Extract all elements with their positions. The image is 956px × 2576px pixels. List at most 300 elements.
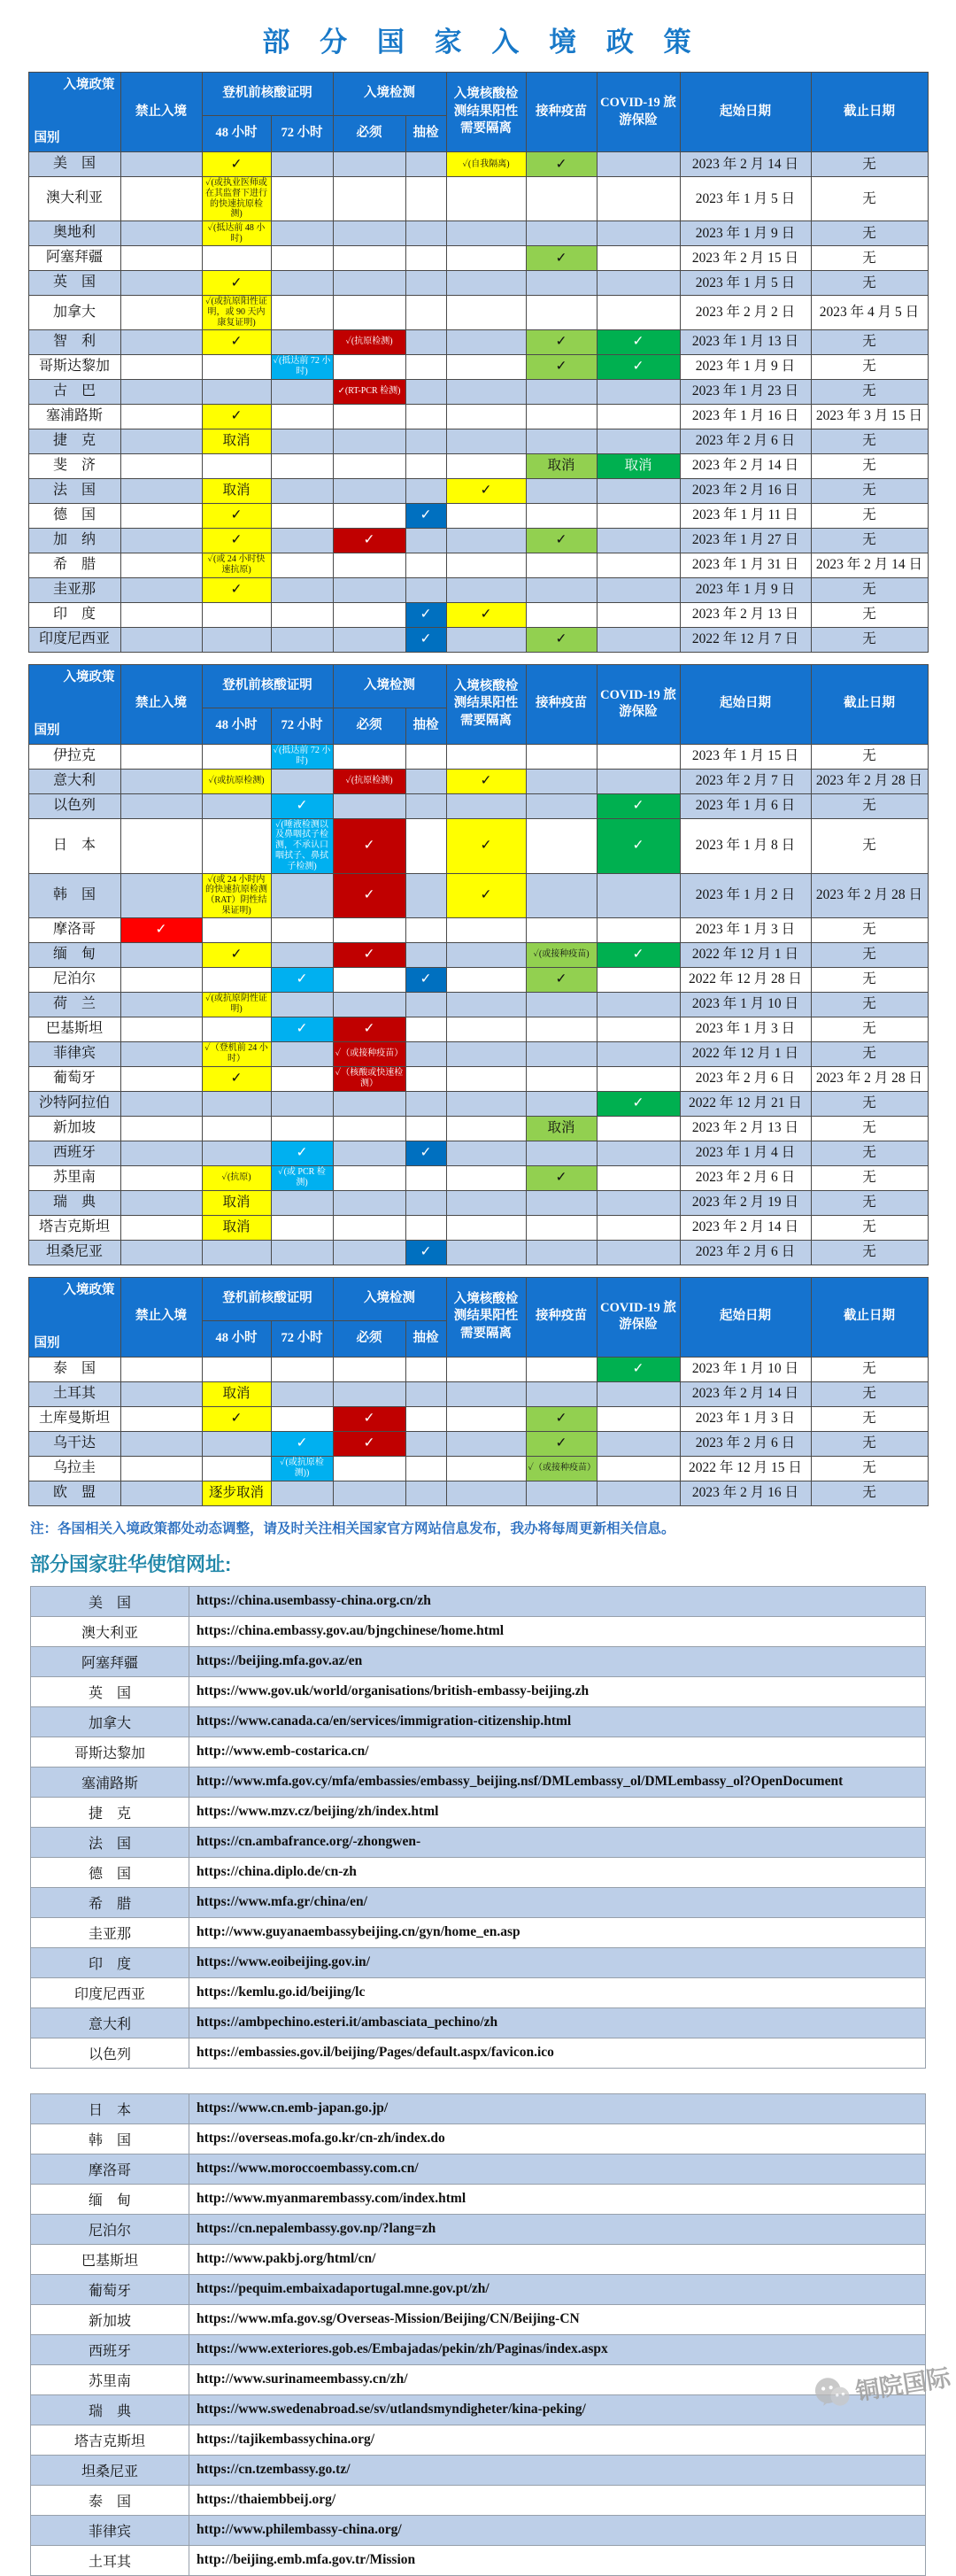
policy-cell-must: ✓ (333, 873, 405, 917)
country-cell: 古 巴 (28, 379, 120, 404)
policy-cell-ban (120, 1456, 202, 1481)
policy-cell-must: ✓ (333, 942, 405, 967)
header-corner-country: 国别 (34, 723, 60, 739)
policy-cell-h72: ✓ (271, 967, 333, 992)
embassy-row (31, 2485, 926, 2515)
country-cell: 希 腊 (28, 553, 120, 577)
policy-cell-h48: ✓ (202, 942, 271, 967)
embassy-url-link[interactable]: https://embassies.gov.il/beijing/Pages/default.aspx/favicon.ico (189, 2038, 926, 2068)
country-cell: 英 国 (28, 271, 120, 296)
policy-cell-h48: ✓(或 24 小时快速抗原) (202, 553, 271, 577)
end-date-cell: 无 (811, 793, 928, 818)
policy-cell-vacc (526, 577, 597, 602)
policy-cell-ins (597, 177, 680, 221)
table-row (28, 1481, 928, 1505)
embassy-url-link[interactable]: https://www.moroccoembassy.com.cn/ (189, 2154, 926, 2184)
end-date-cell: 2023 年 3 月 15 日 (811, 404, 928, 429)
embassy-url-link[interactable]: https://www.eoibeijing.gov.in/ (189, 1947, 926, 1977)
embassy-url-link[interactable]: https://overseas.mofa.go.kr/cn-zh/index.do (189, 2123, 926, 2154)
policy-cell-quar (446, 1091, 526, 1116)
policy-cell-must (333, 627, 405, 652)
policy-cell-ins (597, 1190, 680, 1215)
embassy-country-cell: 苏里南 (31, 2364, 189, 2394)
table-row (28, 271, 928, 296)
policy-cell-samp: ✓ (405, 1240, 446, 1265)
embassy-row (31, 2007, 926, 2038)
policy-cell-ban: ✓ (120, 917, 202, 942)
country-cell: 加 纳 (28, 528, 120, 553)
policy-cell-quar (446, 1190, 526, 1215)
embassy-row (31, 2274, 926, 2304)
table-row (28, 577, 928, 602)
embassy-url-link[interactable]: https://beijing.mfa.gov.az/en (189, 1646, 926, 1676)
policy-cell-quar: ✓ (446, 478, 526, 503)
embassy-country-cell: 意大利 (31, 2007, 189, 2038)
end-date-cell: 无 (811, 1190, 928, 1215)
header-entry-test: 入境检测 (333, 1277, 446, 1320)
end-date-cell: 无 (811, 1240, 928, 1265)
policy-cell-h48: ✓ (202, 1066, 271, 1091)
table-row (28, 379, 928, 404)
table-row (28, 992, 928, 1017)
start-date-cell: 2023 年 2 月 13 日 (680, 1116, 811, 1141)
policy-cell-samp (405, 1215, 446, 1240)
end-date-cell: 2023 年 2 月 28 日 (811, 1066, 928, 1091)
end-date-cell: 无 (811, 379, 928, 404)
policy-cell-quar (446, 553, 526, 577)
policy-cell-must (333, 453, 405, 478)
policy-cell-h72 (271, 1190, 333, 1215)
header-no-entry: 禁止入境 (120, 1277, 202, 1357)
policy-cell-ban (120, 503, 202, 528)
end-date-cell: 无 (811, 1406, 928, 1431)
policy-cell-vacc (526, 478, 597, 503)
embassy-url-link[interactable]: http://www.surinameembassy.cn/zh/ (189, 2364, 926, 2394)
embassy-url-link[interactable]: https://china.usembassy-china.org.cn/zh (189, 1586, 926, 1616)
policy-cell-ins: ✓ (597, 818, 680, 873)
end-date-cell: 无 (811, 453, 928, 478)
policy-cell-ban (120, 379, 202, 404)
embassy-country-cell: 坦桑尼亚 (31, 2455, 189, 2485)
policy-cell-ban (120, 1406, 202, 1431)
start-date-cell: 2023 年 2 月 14 日 (680, 453, 811, 478)
policy-cell-ins (597, 478, 680, 503)
policy-cell-vacc (526, 769, 597, 793)
policy-cell-h72 (271, 1041, 333, 1066)
start-date-cell: 2023 年 1 月 3 日 (680, 1017, 811, 1041)
policy-cell-must: ✓ (333, 1431, 405, 1456)
policy-cell-ins (597, 1165, 680, 1190)
embassy-country-cell: 以色列 (31, 2038, 189, 2068)
embassy-url-link[interactable]: https://cn.nepalembassy.gov.np/?lang=zh (189, 2214, 926, 2244)
policy-cell-must: ✓(抗原检测) (333, 329, 405, 354)
policy-cell-h48 (202, 1357, 271, 1381)
end-date-cell: 无 (811, 354, 928, 379)
policy-cell-samp (405, 1190, 446, 1215)
policy-cell-vacc (526, 271, 597, 296)
policy-cell-quar (446, 379, 526, 404)
policy-cell-must: ✓ (333, 528, 405, 553)
end-date-cell: 2023 年 2 月 28 日 (811, 873, 928, 917)
policy-cell-h72 (271, 528, 333, 553)
policy-cell-quar (446, 577, 526, 602)
embassy-url-link[interactable]: https://www.mfa.gov.sg/Overseas-Mission/Beijing/CN/Beijing-CN (189, 2304, 926, 2334)
header-end-date: 截止日期 (811, 1277, 928, 1357)
table-row (28, 942, 928, 967)
policy-cell-h72 (271, 503, 333, 528)
policy-cell-ban (120, 553, 202, 577)
end-date-cell: 无 (811, 503, 928, 528)
end-date-cell: 无 (811, 942, 928, 967)
end-date-cell: 无 (811, 602, 928, 627)
embassy-url-link[interactable]: https://china.diplo.de/cn-zh (189, 1857, 926, 1887)
header-corner-cell (28, 664, 120, 744)
header-sampling: 抽检 (405, 116, 446, 152)
policy-cell-ins (597, 221, 680, 246)
header-end-date: 截止日期 (811, 664, 928, 744)
policy-cell-vacc (526, 1481, 597, 1505)
policy-cell-vacc (526, 1091, 597, 1116)
policy-cell-vacc: ✓ (526, 528, 597, 553)
policy-cell-ban (120, 1381, 202, 1406)
country-cell: 韩 国 (28, 873, 120, 917)
end-date-cell: 无 (811, 177, 928, 221)
embassy-url-link[interactable]: http://www.emb-costarica.cn/ (189, 1737, 926, 1767)
policy-cell-must (333, 404, 405, 429)
embassy-country-cell: 新加坡 (31, 2304, 189, 2334)
embassy-url-link[interactable]: https://cn.tzembassy.go.tz/ (189, 2455, 926, 2485)
policy-cell-quar (446, 1215, 526, 1240)
header-corner-country: 国别 (34, 1336, 60, 1351)
policy-cell-quar (446, 1141, 526, 1165)
policy-cell-h48 (202, 744, 271, 769)
policy-cell-ins: 取消 (597, 453, 680, 478)
country-cell: 意大利 (28, 769, 120, 793)
end-date-cell: 无 (811, 429, 928, 453)
country-cell: 尼泊尔 (28, 967, 120, 992)
embassy-row (31, 1797, 926, 1827)
embassy-url-link[interactable]: https://www.cn.emb-japan.go.jp/ (189, 2093, 926, 2123)
policy-cell-h48 (202, 1116, 271, 1141)
policy-cell-ins (597, 1240, 680, 1265)
country-cell: 摩洛哥 (28, 917, 120, 942)
policy-cell-h72 (271, 1215, 333, 1240)
policy-cell-must (333, 271, 405, 296)
country-cell: 澳大利亚 (28, 177, 120, 221)
country-cell: 德 国 (28, 503, 120, 528)
policy-cell-h72 (271, 177, 333, 221)
header-vaccine: 接种疫苗 (526, 664, 597, 744)
policy-cell-must (333, 1141, 405, 1165)
country-cell: 阿塞拜疆 (28, 246, 120, 271)
policy-cell-ins: ✓ (597, 1357, 680, 1381)
table-row (28, 793, 928, 818)
header-quarantine: 入境核酸检测结果阳性需要隔离 (446, 1277, 526, 1357)
embassy-url-link[interactable]: https://kemlu.go.id/beijing/lc (189, 1977, 926, 2007)
policy-cell-samp (405, 992, 446, 1017)
start-date-cell: 2023 年 2 月 19 日 (680, 1190, 811, 1215)
policy-cell-ban (120, 1431, 202, 1456)
policy-cell-quar (446, 1481, 526, 1505)
policy-cell-h48 (202, 793, 271, 818)
embassy-row (31, 1947, 926, 1977)
policy-table-2 (28, 664, 929, 1265)
table-row (28, 329, 928, 354)
country-cell: 乌干达 (28, 1431, 120, 1456)
header-start-date: 起始日期 (680, 664, 811, 744)
policy-cell-h72 (271, 478, 333, 503)
policy-cell-ins (597, 379, 680, 404)
policy-cell-ban (120, 1240, 202, 1265)
policy-cell-vacc (526, 602, 597, 627)
start-date-cell: 2023 年 1 月 9 日 (680, 221, 811, 246)
policy-cell-ban (120, 246, 202, 271)
end-date-cell: 无 (811, 1431, 928, 1456)
country-cell: 智 利 (28, 329, 120, 354)
policy-cell-ins (597, 404, 680, 429)
policy-cell-vacc (526, 1190, 597, 1215)
end-date-cell: 2023 年 2 月 28 日 (811, 769, 928, 793)
policy-cell-must: ✓ (333, 1017, 405, 1041)
country-cell: 缅 甸 (28, 942, 120, 967)
header-entry-test: 入境检测 (333, 664, 446, 708)
policy-cell-samp (405, 1381, 446, 1406)
header-corner-country: 国别 (34, 131, 60, 146)
policy-cell-must (333, 503, 405, 528)
policy-cell-must: ✓ (333, 1406, 405, 1431)
policy-cell-must (333, 429, 405, 453)
policy-cell-ban (120, 942, 202, 967)
wechat-icon (808, 2370, 855, 2417)
embassy-url-link[interactable]: http://www.mfa.gov.cy/mfa/embassies/embassy_beijing.nsf/DMLembassy_ol/DMLembassy_ol?OpenDocument (189, 1767, 926, 1797)
policy-cell-ins (597, 503, 680, 528)
policy-cell-ban (120, 818, 202, 873)
policy-cell-quar (446, 1017, 526, 1041)
policy-table-3 (28, 1277, 929, 1506)
policy-cell-vacc (526, 221, 597, 246)
table-row (28, 528, 928, 553)
end-date-cell: 无 (811, 1091, 928, 1116)
policy-cell-samp (405, 152, 446, 177)
policy-cell-must (333, 744, 405, 769)
policy-cell-h48 (202, 1091, 271, 1116)
header-72h: 72 小时 (271, 708, 333, 744)
embassy-url-link[interactable]: https://ambpechino.esteri.it/ambasciata_pechino/zh (189, 2007, 926, 2038)
policy-cell-ins (597, 1481, 680, 1505)
policy-cell-vacc (526, 1215, 597, 1240)
start-date-cell: 2023 年 2 月 16 日 (680, 1481, 811, 1505)
policy-cell-must (333, 577, 405, 602)
policy-cell-ins (597, 429, 680, 453)
country-cell: 瑞 典 (28, 1190, 120, 1215)
embassy-url-link[interactable]: https://china.embassy.gov.au/bjngchinese/home.html (189, 1616, 926, 1646)
end-date-cell: 无 (811, 627, 928, 652)
end-date-cell: 无 (811, 967, 928, 992)
policy-cell-h72: ✓(抵达前 72 小时) (271, 354, 333, 379)
policy-cell-samp (405, 1456, 446, 1481)
embassy-row (31, 1737, 926, 1767)
policy-cell-vacc (526, 404, 597, 429)
embassy-url-link[interactable]: http://beijing.emb.mfa.gov.tr/Mission (189, 2545, 926, 2575)
table-row (28, 1066, 928, 1091)
policy-cell-samp (405, 793, 446, 818)
policy-cell-ban (120, 1190, 202, 1215)
embassy-url-link[interactable]: https://www.exteriores.gob.es/Embajadas/pekin/zh/Paginas/index.aspx (189, 2334, 926, 2364)
header-row (28, 1277, 928, 1320)
header-corner-policy: 入境政策 (63, 78, 115, 92)
table-row (28, 1190, 928, 1215)
policy-cell-samp (405, 818, 446, 873)
end-date-cell: 无 (811, 577, 928, 602)
policy-cell-h72 (271, 379, 333, 404)
end-date-cell: 无 (811, 1017, 928, 1041)
policy-cell-ins (597, 873, 680, 917)
embassy-country-cell: 塔吉克斯坦 (31, 2425, 189, 2455)
embassy-url-link[interactable]: https://tajikembassychina.org/ (189, 2425, 926, 2455)
table-row (28, 478, 928, 503)
start-date-cell: 2023 年 1 月 10 日 (680, 1357, 811, 1381)
policy-cell-vacc (526, 818, 597, 873)
policy-cell-h72: ✓ (271, 1017, 333, 1041)
table-row (28, 873, 928, 917)
policy-cell-ban (120, 577, 202, 602)
policy-cell-h72 (271, 1116, 333, 1141)
policy-cell-ins (597, 917, 680, 942)
policy-cell-vacc: ✓ (526, 1406, 597, 1431)
policy-cell-quar (446, 1406, 526, 1431)
start-date-cell: 2023 年 2 月 6 日 (680, 1431, 811, 1456)
embassy-url-link[interactable]: https://www.canada.ca/en/services/immigration-citizenship.html (189, 1706, 926, 1737)
policy-cell-samp (405, 429, 446, 453)
policy-cell-ban (120, 1091, 202, 1116)
policy-cell-vacc (526, 744, 597, 769)
policy-cell-ban (120, 744, 202, 769)
policy-cell-ban (120, 453, 202, 478)
table-row (28, 152, 928, 177)
policy-cell-quar (446, 453, 526, 478)
embassy-url-link[interactable]: https://www.gov.uk/world/organisations/british-embassy-beijing.zh (189, 1676, 926, 1706)
country-cell: 荷 兰 (28, 992, 120, 1017)
policy-cell-h72 (271, 429, 333, 453)
embassy-url-link[interactable]: http://www.pakbj.org/html/cn/ (189, 2244, 926, 2274)
embassy-url-link[interactable]: https://thaiembbeij.org/ (189, 2485, 926, 2515)
embassy-country-cell: 印度尼西亚 (31, 1977, 189, 2007)
policy-cell-h72 (271, 769, 333, 793)
policy-cell-samp (405, 453, 446, 478)
header-corner-cell (28, 1277, 120, 1357)
start-date-cell: 2023 年 1 月 16 日 (680, 404, 811, 429)
embassy-row (31, 2545, 926, 2575)
policy-cell-quar (446, 1431, 526, 1456)
policy-cell-h48 (202, 627, 271, 652)
policy-cell-h72 (271, 246, 333, 271)
policy-cell-samp (405, 404, 446, 429)
table-row (28, 453, 928, 478)
table-row (28, 429, 928, 453)
policy-cell-vacc (526, 1357, 597, 1381)
header-row (28, 664, 928, 708)
policy-cell-quar (446, 1240, 526, 1265)
embassy-row (31, 1767, 926, 1797)
policy-cell-ban (120, 602, 202, 627)
policy-cell-quar (446, 503, 526, 528)
start-date-cell: 2023 年 1 月 4 日 (680, 1141, 811, 1165)
embassy-country-cell: 德 国 (31, 1857, 189, 1887)
end-date-cell: 2023 年 2 月 14 日 (811, 553, 928, 577)
embassy-row (31, 2394, 926, 2425)
policy-cell-quar: ✓ (446, 602, 526, 627)
country-cell: 伊拉克 (28, 744, 120, 769)
embassy-row (31, 2154, 926, 2184)
policy-cell-h48: ✓ (202, 503, 271, 528)
start-date-cell: 2023 年 1 月 8 日 (680, 818, 811, 873)
header-entry-test: 入境检测 (333, 73, 446, 116)
embassy-row (31, 2455, 926, 2485)
policy-cell-must (333, 296, 405, 329)
embassy-url-link[interactable]: https://pequim.embaixadaportugal.mne.gov.pt/zh/ (189, 2274, 926, 2304)
policy-cell-ban (120, 1041, 202, 1066)
policy-cell-ban (120, 177, 202, 221)
policy-cell-ins: ✓ (597, 942, 680, 967)
header-72h: 72 小时 (271, 1320, 333, 1357)
policy-cell-h48 (202, 379, 271, 404)
embassy-url-link[interactable]: https://www.mfa.gr/china/en/ (189, 1887, 926, 1917)
policy-cell-h48: ✓ (202, 271, 271, 296)
policy-cell-vacc: 取消 (526, 1116, 597, 1141)
policy-cell-must (333, 221, 405, 246)
embassy-url-link[interactable]: http://www.guyanaembassybeijing.cn/gyn/home_en.asp (189, 1917, 926, 1947)
embassy-url-link[interactable]: http://www.myanmarembassy.com/index.html (189, 2184, 926, 2214)
header-must: 必须 (333, 708, 405, 744)
start-date-cell: 2023 年 1 月 27 日 (680, 528, 811, 553)
policy-cell-quar (446, 1041, 526, 1066)
embassy-row (31, 2334, 926, 2364)
policy-cell-ins (597, 1406, 680, 1431)
header-sampling: 抽检 (405, 1320, 446, 1357)
policy-cell-vacc: ✓ (526, 1165, 597, 1190)
header-pre-boarding: 登机前核酸证明 (202, 73, 333, 116)
policy-cell-quar (446, 1381, 526, 1406)
policy-cell-must (333, 1165, 405, 1190)
embassy-country-cell: 希 腊 (31, 1887, 189, 1917)
embassy-country-cell: 哥斯达黎加 (31, 1737, 189, 1767)
policy-cell-h48: ✓（登机前 24 小时） (202, 1041, 271, 1066)
policy-cell-ins (597, 1066, 680, 1091)
country-cell: 以色列 (28, 793, 120, 818)
embassy-country-cell: 加拿大 (31, 1706, 189, 1737)
end-date-cell: 无 (811, 1381, 928, 1406)
policy-cell-must (333, 1240, 405, 1265)
embassy-url-link[interactable]: https://www.swedenabroad.se/sv/utlandsmyndigheter/kina-peking/ (189, 2394, 926, 2425)
table-row (28, 1017, 928, 1041)
embassy-url-link[interactable]: https://cn.ambafrance.org/-zhongwen- (189, 1827, 926, 1857)
policy-cell-must (333, 917, 405, 942)
embassy-table-2 (30, 2093, 926, 2576)
policy-cell-ban (120, 271, 202, 296)
note-text: 注：各国相关入境政策都处动态调整，请及时关注相关国家官方网站信息发布，我办将每周更新相关信息。 (30, 1520, 675, 1536)
embassy-url-link[interactable]: https://www.mzv.cz/beijing/zh/index.html (189, 1797, 926, 1827)
policy-cell-vacc: ✓ (526, 627, 597, 652)
header-quarantine: 入境核酸检测结果阳性需要隔离 (446, 664, 526, 744)
embassy-country-cell: 澳大利亚 (31, 1616, 189, 1646)
policy-cell-h72 (271, 1357, 333, 1381)
policy-cell-quar (446, 221, 526, 246)
policy-cell-samp (405, 744, 446, 769)
policy-cell-must (333, 1215, 405, 1240)
end-date-cell: 无 (811, 992, 928, 1017)
policy-cell-vacc (526, 429, 597, 453)
embassy-url-link[interactable]: http://www.philembassy-china.org/ (189, 2515, 926, 2545)
